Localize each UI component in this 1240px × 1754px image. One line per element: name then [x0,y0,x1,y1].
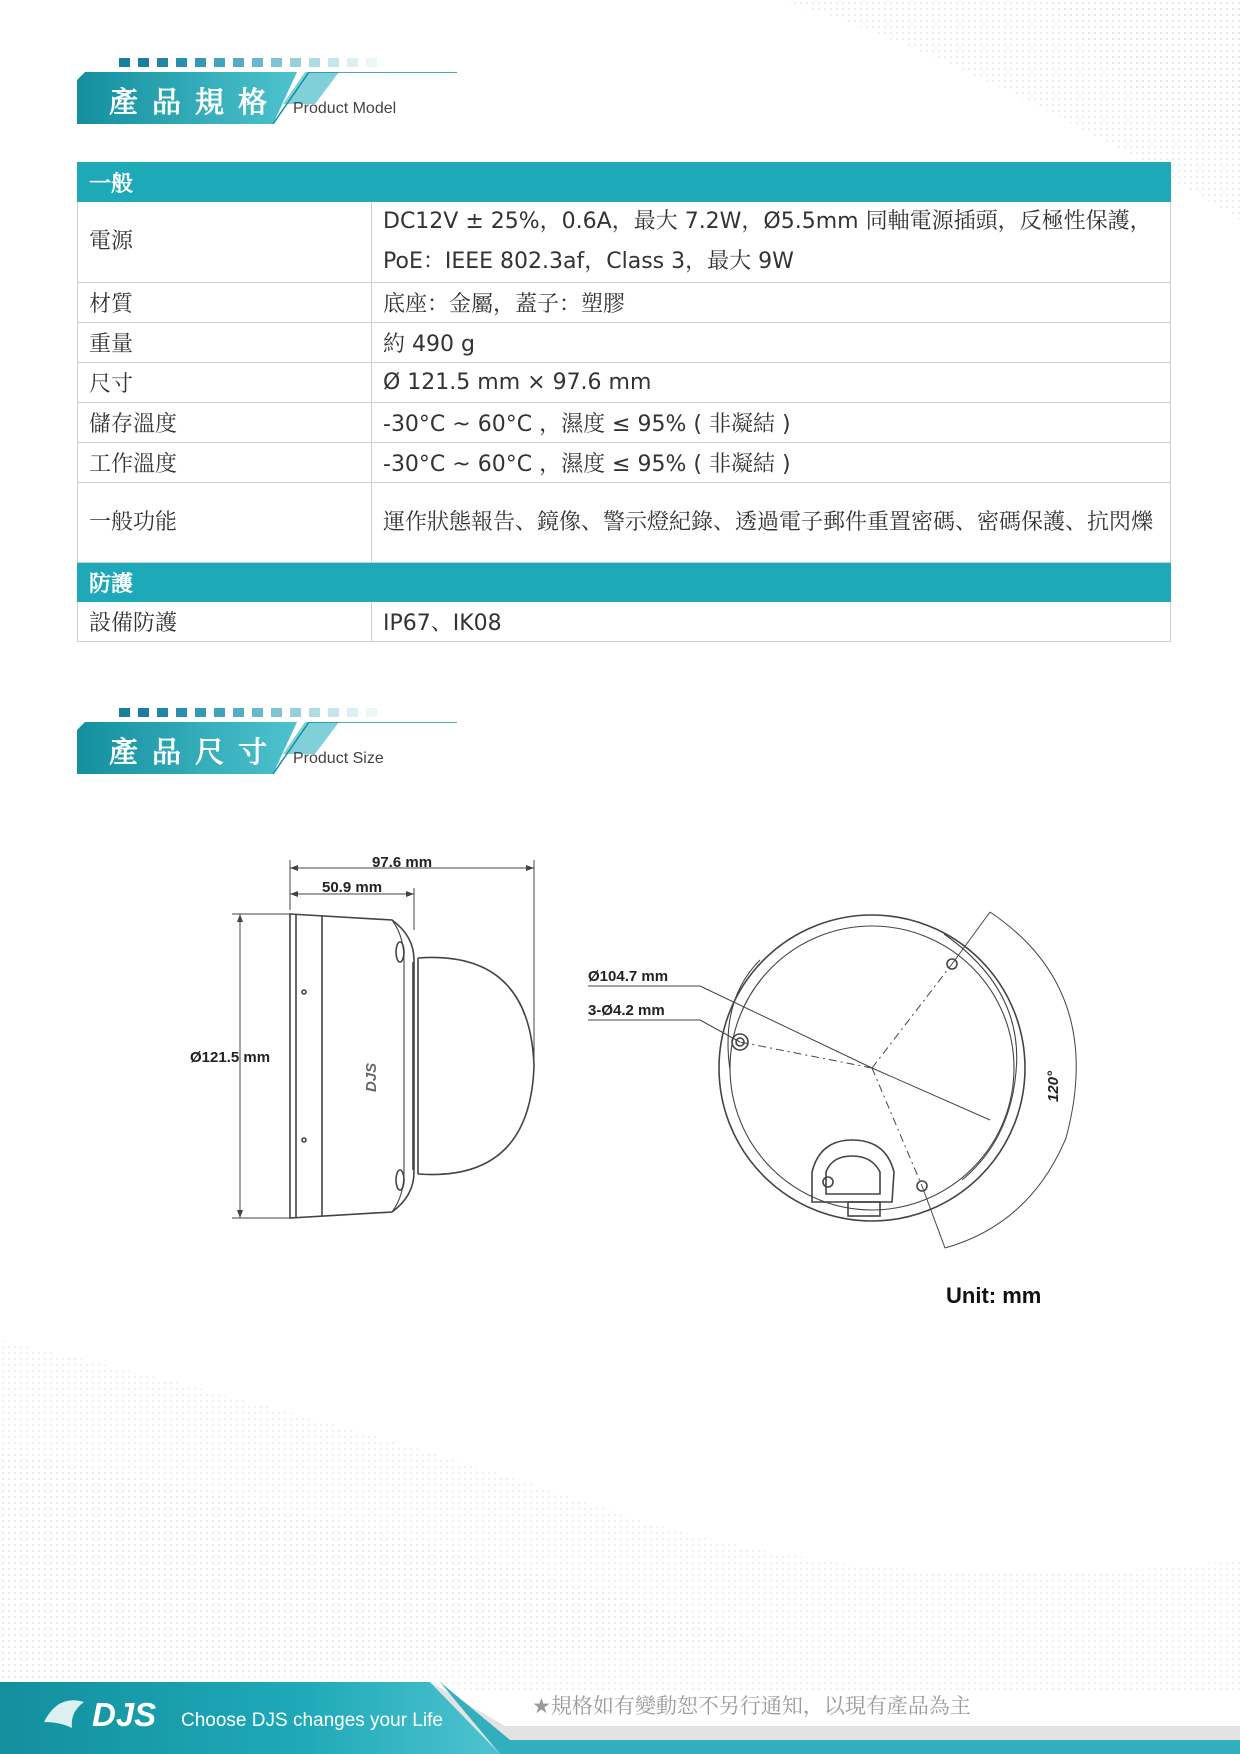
table-row [78,483,1171,563]
row-value: 底座：金屬，蓋子：塑膠 [372,283,1171,323]
table-row [78,323,1171,363]
table-row [78,363,1171,403]
footer-slogan: Choose DJS changes your Life [181,1710,443,1731]
table-row [78,403,1171,443]
page-subtitle: Product Model [293,100,397,117]
footer-brand-logo: DJS [92,1696,157,1733]
table-row [78,283,1171,323]
dimension-arrows [237,865,534,1218]
row-label: 設備防護 [78,602,372,642]
dim-mount-circle: Ø104.7 mm [588,968,669,985]
table-row [78,443,1171,483]
row-value: 約 490 g [372,323,1171,363]
row-label: 材質 [78,283,372,323]
spec-section-header [77,58,457,138]
dim-angle: 120° [1045,1070,1062,1102]
row-label: 一般功能 [78,483,372,563]
row-value: Ø 121.5 mm × 97.6 mm [372,363,1171,403]
row-value: DC12V ± 25%，0.6A，最大 7.2W，Ø5.5mm 同軸電源插頭，反極性保護，PoE：IEEE 802.3af，Class 3，最大 9W [372,202,1171,283]
page-title: 產品規格 [109,85,282,119]
dim-holes: 3-Ø4.2 mm [588,1002,665,1019]
size-section-header [77,708,457,788]
side-view-drawing [232,860,534,1218]
table-row [78,202,1171,283]
dim-total-depth: 97.6 mm [372,854,433,871]
row-label: 重量 [78,323,372,363]
category-general: 一般 [78,163,1171,202]
dim-base-depth: 50.9 mm [322,879,383,896]
row-label: 儲存溫度 [78,403,372,443]
dim-diameter: Ø121.5 mm [190,1049,271,1066]
dimension-drawing [0,840,1240,1340]
table-row [78,602,1171,642]
row-value: IP67、IK08 [372,602,1171,642]
row-value: -30°C ~ 60°C ，濕度 ≤ 95% ( 非凝結 ) [372,403,1171,443]
table-category-row [78,163,1171,202]
header-square-row [119,58,377,67]
row-label: 工作溫度 [78,443,372,483]
table-category-row [78,563,1171,602]
header-square-row [119,708,377,717]
row-value: -30°C ~ 60°C ，濕度 ≤ 95% ( 非凝結 ) [372,443,1171,483]
unit-label: Unit: mm [946,1283,1042,1308]
category-protection: 防護 [78,563,1171,602]
spec-table [77,162,1171,642]
footer-disclaimer: ★規格如有變動恕不另行通知，以現有產品為主 [532,1694,971,1718]
row-value: 運作狀態報告、鏡像、警示燈紀錄、透過電子郵件重置密碼、密碼保護、抗閃爍 [372,483,1171,563]
side-logo-mark: DJS [363,1062,380,1092]
row-label: 電源 [78,202,372,283]
section-title: 產品尺寸 [109,735,282,769]
top-view-drawing [588,912,1076,1248]
section-subtitle: Product Size [293,750,384,767]
row-label: 尺寸 [78,363,372,403]
